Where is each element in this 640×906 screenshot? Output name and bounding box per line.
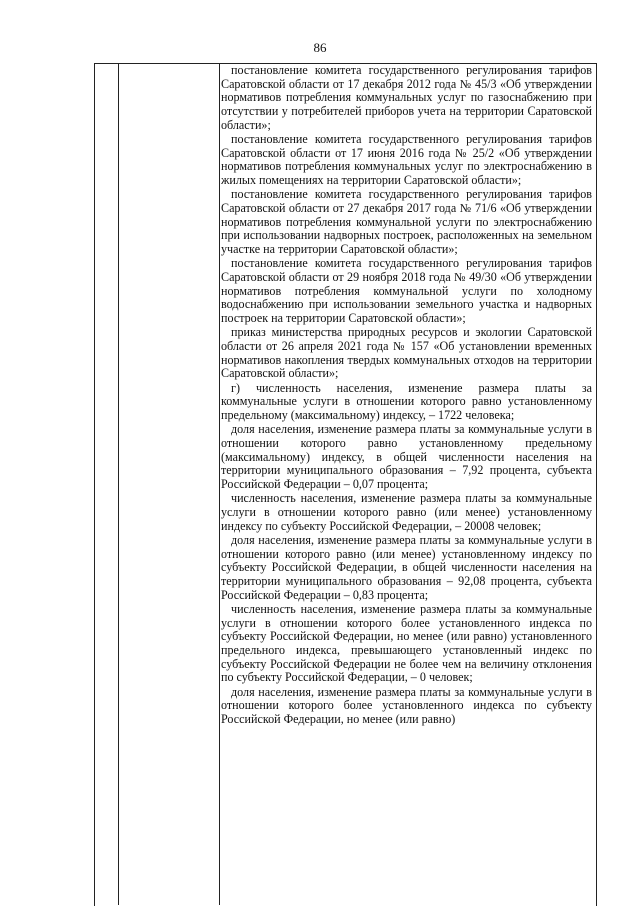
paragraph: постановление комитета государственного регулирования тарифов Саратовской области от 27 декабря 2017 года № 71/6 «Об утверждении нормативов потребления коммунальной услуги по электроснабжению при использовании надворных построек, расположенных на земельном участке на территории Саратовской области»; [221, 187, 592, 257]
paragraph: г) численность населения, изменение размера платы за коммунальные услуги в отношении которого равно установленному предельному (максимальному) индексу, – 1722 человека; [221, 380, 592, 423]
paragraph: постановление комитета государственного регулирования тарифов Саратовской области от 17 июня 2016 года № 25/2 «Об утверждении нормативов потребления коммунальных услуг по электроснабжению в жилых помещениях на территории Саратовской области»; [221, 132, 592, 188]
paragraph: доля населения, изменение размера платы за коммунальные услуги в отношении которого равно (или менее) установленному индексу по субъекту Российской Федерации, в общей численности населения на территории муниципального образования – 92,08 процента, субъекта Российской Федерации – 0,83 процента; [221, 532, 592, 602]
paragraph: доля населения, изменение размера платы за коммунальные услуги в отношении которого более установленного индекса по субъекту Российской Федерации, но менее (или равно) [221, 684, 592, 727]
table-column-divider [118, 63, 119, 905]
paragraph: приказ министерства природных ресурсов и экологии Саратовской области от 26 апреля 2021 года № 157 «Об установлении временных нормативов накопления твердых коммунальных отходов на территории Саратовской области»; [221, 325, 592, 381]
paragraph: доля населения, изменение размера платы за коммунальные услуги в отношении которого равно установленному предельному (максимальному) индексу, в общей численности населения на территории муниципального образования – 7,92 процента, субъекта Российской Федерации – 0,07 процента; [221, 422, 592, 492]
paragraph: постановление комитета государственного регулирования тарифов Саратовской области от 17 декабря 2012 года № 45/3 «Об утверждении нормативов потребления коммунальных услуг по газоснабжению при отсутствии у потребителей приборов учета на территории Саратовской области»; [221, 63, 592, 132]
paragraph: численность населения, изменение размера платы за коммунальные услуги в отношении которого равно (или менее) установленному индексу по субъекту Российской Федерации, – 20008 человек; [221, 491, 592, 533]
paragraph: постановление комитета государственного регулирования тарифов Саратовской области от 29 ноября 2018 года № 49/30 «Об утверждении нормативов потребления коммунальной услуги по холодному водоснабжению при использовании земельного участка и надворных построек на территории Саратовской области»; [221, 256, 592, 326]
page-number: 86 [313, 40, 327, 55]
table-column-divider [219, 63, 220, 905]
table-text-cell [221, 64, 592, 727]
paragraph: численность населения, изменение размера платы за коммунальные услуги в отношении которого более установленного индекса по субъекту Российской Федерации, но менее (или равно) установленного предельного индекса, превышающего установленный индекс по субъекту Российской Федерации не более чем на величину отклонения по субъекту Российской Федерации, – 0 человек; [221, 601, 592, 685]
